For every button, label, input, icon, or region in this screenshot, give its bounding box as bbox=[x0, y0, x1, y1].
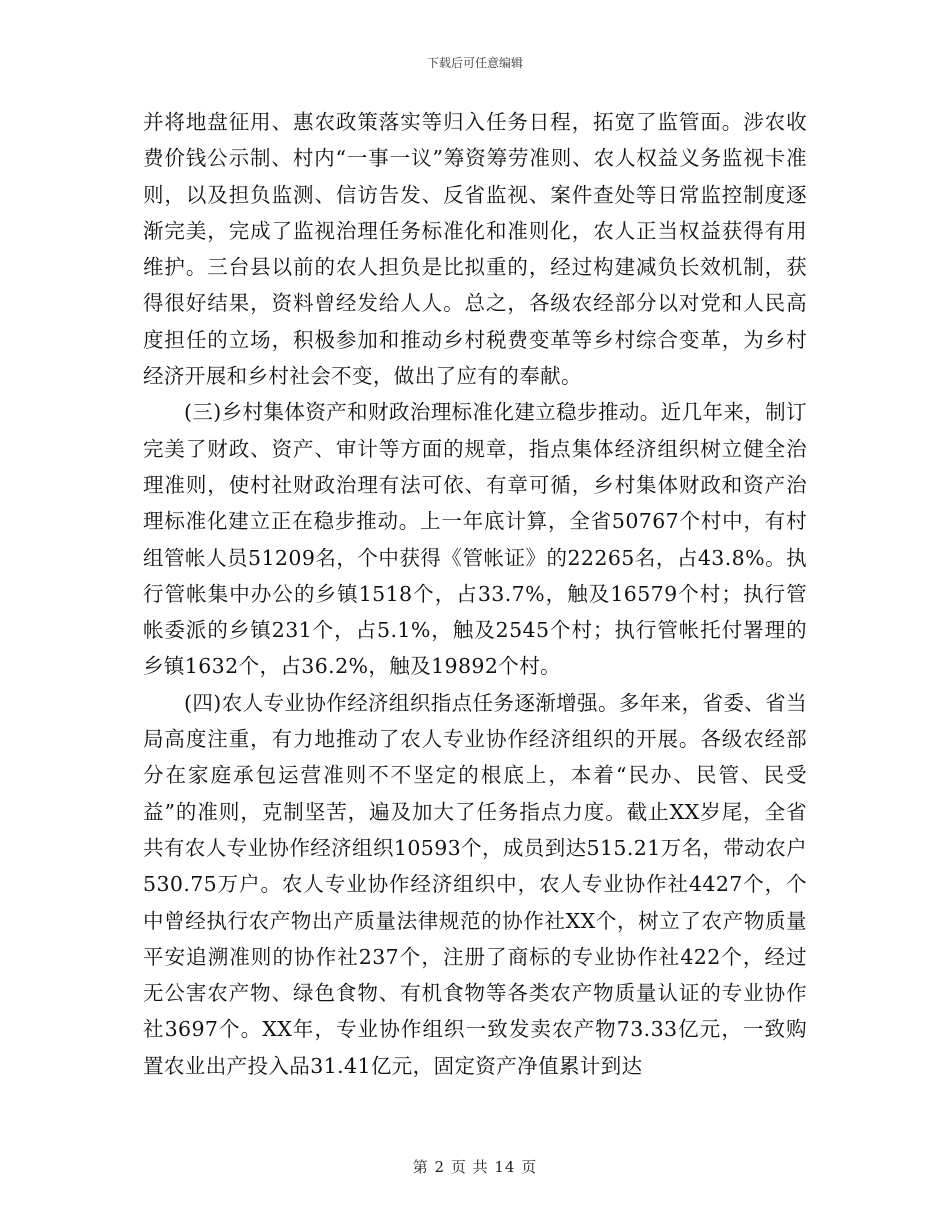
page-header bbox=[0, 54, 950, 71]
header-text: 下载后可任意编辑 bbox=[426, 56, 523, 70]
page-number: 第 2 页 共 14 页 bbox=[412, 1158, 538, 1176]
paragraph-continuation: 并将地盘征用、惠农政策落实等归入任务日程，拓宽了监管面。涉农收费价钱公示制、村内“一事一议”筹资筹劳准则、农人权益义务监视卡准则，以及担负监测、信访告发、反省监视、案件查处等日常监控制度逐渐完美，完成了监视治理任务标准化和准则化，农人正当权益获得有用维护。三台县以前的农人担负是比拟重的，经过构建减负长效机制，获得很好结果，资料曾经发给人人。总之，各级农经部分以对党和人民高度担任的立场，积极参加和推动乡村税费变革等乡村综合变革，为乡村经济开展和乡村社会不变，做出了应有的奉献。 bbox=[143, 110, 807, 389]
page-footer bbox=[0, 1156, 950, 1177]
paragraph-section-4: (四)农人专业协作经济组织指点任务逐渐增强。多年来，省委、省当局高度注重，有力地推动了农人专业协作经济组织的开展。各级农经部分在家庭承包运营准则不不坚定的根底上，本着“民办、民管、民受益”的准则，克制坚苦，遍及加大了任务指点力度。截止XX岁尾，全省共有农人专业协作经济组织10593个，成员到达515.21万名，带动农户530.75万户。农人专业协作经济组织中，农人专业协作社4427个，个中曾经执行农产物出产质量法律规范的协作社XX个，树立了农产物质量平安追溯准则的协作社237个，注册了商标的专业协作社422个，经过无公害农产物、绿色食物、有机食物等各类农产物质量认证的专业协作社3697个。XX年，专业协作组织一致发卖农产物73.33亿元，一致购置农业出产投入品31.41亿元，固定资产净值累计到达 bbox=[143, 690, 807, 1078]
document-body bbox=[143, 104, 807, 1084]
paragraph-section-3: (三)乡村集体资产和财政治理标准化建立稳步推动。近几年来，制订完美了财政、资产、审计等方面的规章，指点集体经济组织树立健全治理准则，使村社财政治理有法可依、有章可循，乡村集体财政和资产治理标准化建立正在稳步推动。上一年底计算，全省50767个村中，有村组管帐人员51209名，个中获得《管帐证》的22265名，占43.8%。执行管帐集中办公的乡镇1518个，占33.7%，触及16579个村；执行管帐委派的乡镇231个，占5.1%，触及2545个村；执行管帐托付署理的乡镇1632个，占36.2%，触及19892个村。 bbox=[143, 400, 807, 679]
